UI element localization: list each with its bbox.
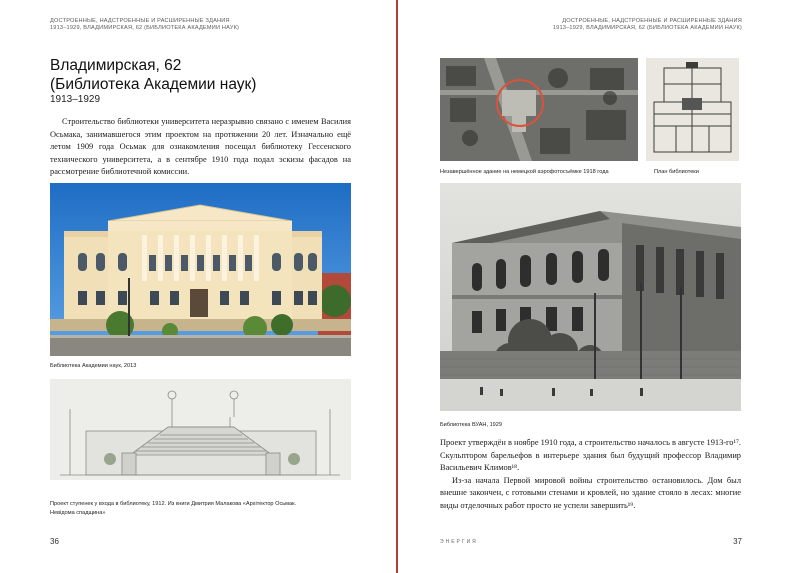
page-number: 36 xyxy=(50,537,59,546)
years: 1913–1929 xyxy=(50,94,101,105)
page-number: 37 xyxy=(733,537,742,546)
running-head-line: 1913–1929, ВЛАДИМИРСКАЯ, 62 (БИБЛИОТЕКА АКАДЕМИИ НАУК) xyxy=(552,25,742,31)
right-page xyxy=(398,0,794,573)
aerial-caption: Незавершённое здание на немецкой аэрофотосъёмке 1918 года xyxy=(440,169,609,175)
caption-line: Проект ступенек у входа в библиотеку, 1912. Из книги Дмитрия Малакова «Архітектор Осьмак. xyxy=(50,501,297,507)
caption-line: Невідома спадщина» xyxy=(50,509,106,516)
library-plan xyxy=(646,58,739,161)
left-page xyxy=(0,0,396,573)
running-head-line: 1913–1929, ВЛАДИМИРСКАЯ, 62 (БИБЛИОТЕКА АКАДЕМИИ НАУК) xyxy=(50,25,240,31)
body-text xyxy=(440,437,741,513)
photo-caption: Библиотека Академии наук, 2013 xyxy=(50,363,137,369)
paragraph: Строительство библиотеки университета неразрывно связано с именем Василия Осьмака, занимавшегося этим проектом на протяжении 20 лет. Изначально ещё летом 1909 года Осьмак для ознакомления посещал библиотеку Гессенского технического университета, а в сентябре 1910 года подал эскизы фасадов на рассмотрение библиотечной комиссии. xyxy=(50,117,351,177)
publisher-brand: ЭНЕРГИЯ xyxy=(440,539,478,545)
archive-caption: Библиотека ВУАН, 1929 xyxy=(440,422,503,428)
drawing-caption xyxy=(50,500,360,517)
library-photo-2013 xyxy=(50,183,351,356)
body-text xyxy=(50,116,351,179)
library-photo-1929 xyxy=(440,183,741,411)
running-head-line: ДОСТРОЕННЫЕ, НАДСТРОЕННЫЕ И РАСШИРЕННЫЕ ЗДАНИЯ xyxy=(50,18,230,24)
steps-drawing-1912 xyxy=(50,379,351,480)
running-head-line: ДОСТРОЕННЫЕ, НАДСТРОЕННЫЕ И РАСШИРЕННЫЕ ЗДАНИЯ xyxy=(562,18,742,24)
aerial-photo-1918 xyxy=(440,58,638,161)
title-line: Владимирская, 62 xyxy=(50,57,182,74)
paragraph: Проект утверждён в ноябре 1910 года, а строительство началось в августе 1913-го¹⁷. Скульптором барельефов в интерьере здания был будущий профессор Владимир Васильевич Климов¹⁸. xyxy=(440,438,741,473)
running-head xyxy=(553,18,742,32)
page-title xyxy=(50,56,256,94)
paragraph: Из-за начала Первой мировой войны строительство остановилось. Дом был внешне закончен, с готовыми стенами и кровлей, но здание стояло в лесах: многие виды отделочных работ просто не успели завершить¹⁹. xyxy=(440,475,741,510)
title-line: (Библиотека Академии наук) xyxy=(50,76,257,93)
running-head xyxy=(50,18,239,32)
plan-caption: План библиотеки xyxy=(654,169,699,175)
